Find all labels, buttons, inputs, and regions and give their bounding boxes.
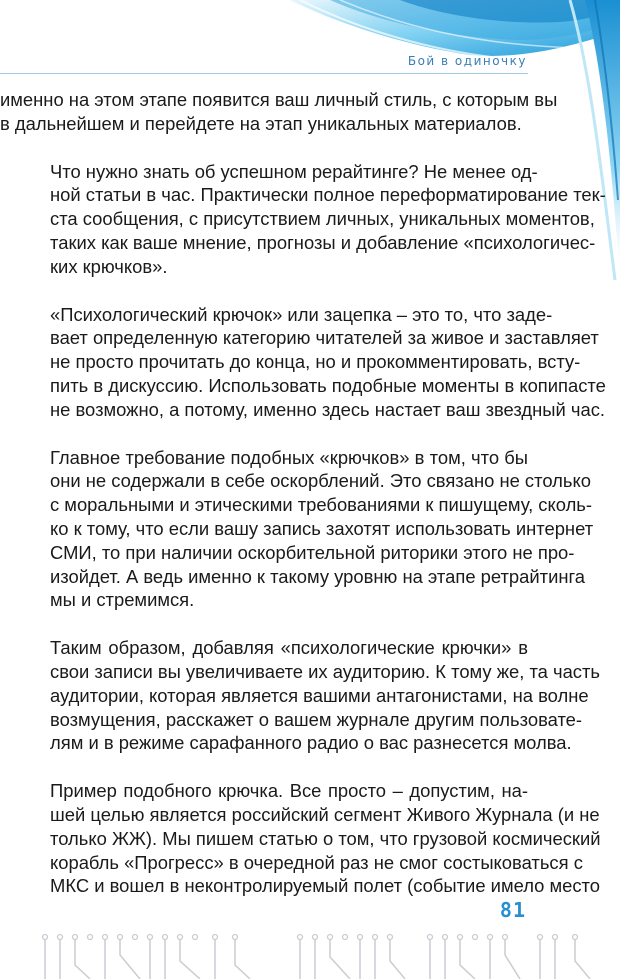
- text-line: лям и в режиме сарафанного радио о вас разнесется молва.: [50, 732, 572, 754]
- text-line: именно на этом этапе появится ваш личный стиль, с которым вы: [0, 89, 558, 110]
- text-line: Главное требование подобных «крючков» в том, что бы: [50, 446, 528, 468]
- text-line: только ЖЖ). Мы пишем статью о том, что грузовой космический: [50, 827, 601, 849]
- text-line: «Психологический крючок» или зацепка – это то, что заде-: [50, 303, 553, 325]
- header-swoosh-graphic: [0, 0, 620, 80]
- text-line: в дальнейшем и перейдете на этап уникальных материалов.: [0, 112, 522, 134]
- paragraph: [0, 636, 601, 755]
- text-line: мы и стремимся.: [50, 589, 195, 611]
- paragraph: [0, 303, 606, 422]
- page-body: [0, 88, 606, 922]
- text-line: ко к тому, что если вашу запись захотят использовать интернет: [50, 517, 594, 539]
- text-line: свои записи вы увеличиваете их аудиторию. К тому же, та часть: [50, 660, 601, 682]
- text-line: вает определенную категорию читателей за живое и заставляет: [50, 327, 599, 349]
- paragraph: [0, 779, 601, 898]
- header-divider: [0, 73, 528, 74]
- text-line: ких крючков».: [50, 255, 168, 277]
- text-line: Таким образом, добавляя «психологические крючки» в: [50, 637, 528, 659]
- paragraph: [0, 88, 558, 136]
- text-line: МКС и вошел в неконтролируемый полет (событие имело место: [50, 875, 600, 897]
- text-line: Что нужно знать об успешном рерайтинге? Не менее од-: [50, 160, 538, 182]
- text-line: корабль «Прогресс» в очередной раз не смог состыковаться с: [50, 851, 583, 873]
- text-line: изойдет. А ведь именно к такому уровню на этапе ретрайтинга: [50, 565, 586, 587]
- text-line: таких как ваше мнение, прогнозы и добавление «психологичес-: [50, 231, 596, 253]
- circuit-decoration: [0, 925, 620, 979]
- text-line: они не содержали в себе оскорблений. Это связано не столько: [50, 470, 591, 492]
- text-line: не просто прочитать до конца, но и прокомментировать, всту-: [50, 351, 581, 373]
- text-line: ста сообщения, с присутствием личных, уникальных моментов,: [50, 208, 595, 230]
- page-number: 81: [499, 898, 526, 922]
- text-line: СМИ, то при наличии оскорбительной риторики этого не про-: [50, 541, 575, 563]
- text-line: пить в дискуссию. Использовать подобные моменты в копипасте: [50, 374, 606, 396]
- text-line: не возможно, а потому, именно здесь настает ваш звездный час.: [50, 398, 606, 420]
- text-line: с моральными и этическими требованиями к пишущему, сколь-: [50, 494, 593, 516]
- running-header-title: Бой в одиночку: [407, 54, 527, 68]
- text-line: аудитории, которая является вашими антагонистами, на волне: [50, 684, 589, 706]
- text-line: ной статьи в час. Практически полное переформатирование тек-: [50, 184, 606, 206]
- text-line: Пример подобного крючка. Все просто – допустим, на-: [50, 780, 528, 802]
- text-line: шей целью является российский сегмент Живого Журнала (и не: [50, 803, 600, 825]
- paragraph: [0, 160, 606, 279]
- paragraph: [0, 446, 594, 613]
- text-line: возмущения, расскажет о вашем журнале другим пользовате-: [50, 708, 583, 730]
